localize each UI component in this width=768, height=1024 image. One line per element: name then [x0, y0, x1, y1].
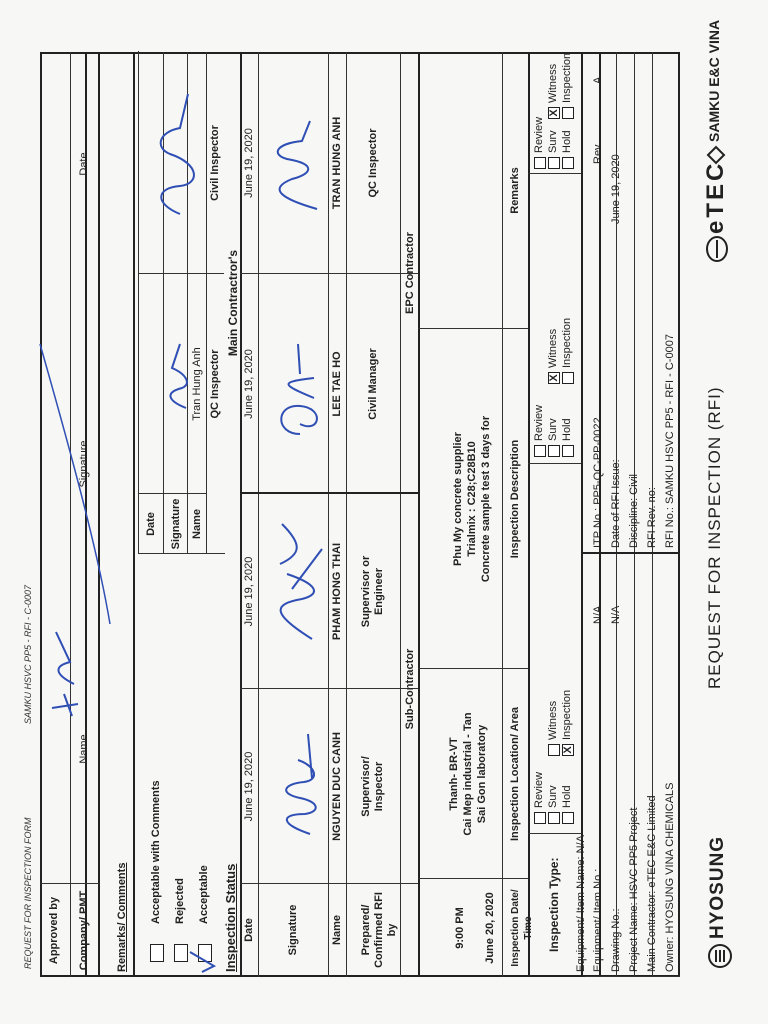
company-pmt-label: Company/ PMT — [78, 890, 90, 971]
surv-checkbox[interactable] — [548, 812, 560, 824]
review-checkbox[interactable] — [534, 812, 546, 824]
role-civil-manager: Civil Manager — [367, 348, 379, 420]
footer-rfi-number: SAMKU HSVC PP5 - RFI - C-0007 — [23, 584, 33, 724]
hold-option-label: Hold — [561, 130, 573, 153]
samku-diamond-icon — [707, 146, 725, 164]
date-tran-hung-anh: June 19, 2020 — [243, 128, 255, 198]
rfi-date-value: June 19, 2020 — [610, 154, 622, 224]
equipment-name-field: Equipment/ Item Name: N/A — [575, 835, 587, 972]
remarks-label: Remarks/ Comments — [116, 862, 128, 972]
approval-date-label: Date — [78, 152, 90, 176]
signature-main-civil — [150, 84, 210, 224]
rfi-no-field: RFI No.: SAMKU HSVC PP5 - RFI - C-0007 — [664, 334, 676, 548]
etec-logo-text: eTEC — [702, 160, 729, 234]
surv-option-label: Surv — [547, 418, 559, 441]
approved-by-label: Approved by — [48, 896, 60, 965]
acceptable-label: Acceptable — [198, 865, 210, 924]
inspection-date-value: June 20, 2020 — [484, 892, 496, 964]
rev-label: Rev — [592, 144, 604, 164]
witness-checkbox[interactable] — [548, 744, 560, 756]
date-lee-tae-ho: June 19, 2020 — [243, 349, 255, 419]
date-row-label: Date — [243, 918, 255, 942]
approval-name-label: Name — [78, 734, 90, 764]
main-signature-label: Signature — [170, 498, 182, 550]
project-name-field: Project Name: HSVC PP5 Project — [628, 807, 640, 972]
main-date-label: Date — [145, 512, 157, 536]
epc-contractor-header: EPC Contractor — [404, 232, 416, 314]
inspection-location-line-1: Sai Gon laboratory — [476, 724, 488, 824]
drawing-no-value: N/A — [610, 605, 622, 624]
surv-checkbox[interactable] — [548, 445, 560, 457]
inspection-checkbox[interactable] — [562, 372, 574, 384]
acceptable-with-comments-checkbox[interactable] — [150, 944, 164, 962]
discipline-field: Discipline: Civil — [628, 474, 640, 548]
role-supervisor-engineer: Supervisor or Engineer — [360, 555, 385, 628]
surv-option-label: Surv — [547, 785, 559, 808]
role-qc-inspector: QC Inspector — [367, 128, 379, 198]
form-title: REQUEST FOR INSPECTION (RFI) — [705, 386, 724, 689]
signature-pham-hong-thai — [262, 504, 332, 644]
inspection-option-label: Inspection — [561, 52, 573, 103]
inspection-status-title: Inspection Status — [223, 863, 238, 972]
name-row-label: Name — [331, 915, 343, 945]
signature-tran-hung-anh — [262, 109, 332, 219]
signature-nguyen-duc-canh — [270, 724, 330, 844]
rejected-checkbox[interactable] — [174, 944, 188, 962]
main-qc-name: Tran Hung Anh — [191, 347, 203, 421]
review-option-label: Review — [533, 404, 545, 441]
inspection-description-line-3: Phu My concrete supplier — [452, 432, 464, 566]
inspection-description-header: Inspection Description — [509, 439, 521, 559]
hyosung-emblem-icon — [707, 943, 733, 969]
approval-pen-stroke — [20, 264, 140, 644]
inspection-location-line-2: Cai Mep industrial - Tan — [462, 712, 474, 836]
sub-contractor-header: Sub-Contractor — [404, 648, 416, 730]
witness-option-label: Witness — [547, 700, 559, 740]
inspection-description-line-2: Trialmix : C28;C28B10 — [466, 441, 478, 557]
main-contractor-field: Main Contractor: eTEC E&C Limited — [646, 795, 658, 972]
review-checkbox[interactable] — [534, 157, 546, 169]
checkmark-icon — [188, 950, 218, 976]
hold-checkbox[interactable] — [562, 812, 574, 824]
inspection-type-label: Inspection Type: — [547, 857, 561, 952]
inspection-description-line-1: Concrete sample test 3 days for — [480, 415, 492, 583]
hold-checkbox[interactable] — [562, 157, 574, 169]
hyosung-logo-text: HYOSUNG — [707, 835, 728, 939]
civil-inspector-header: Civil Inspector — [209, 125, 221, 201]
witness-option-label: Witness — [547, 328, 559, 368]
samku-logo-text: SAMKU E&C VINA — [706, 19, 722, 142]
hold-option-label: Hold — [561, 418, 573, 441]
name-nguyen-duc-canh: NGUYEN DUC CANH — [331, 732, 343, 841]
role-supervisor-inspector: Supervisor/ Inspector — [360, 756, 385, 817]
etec-swirl-icon — [702, 234, 732, 264]
date-pham-hong-thai: June 19, 2020 — [243, 556, 255, 627]
name-lee-tae-ho: LEE TAE HO — [331, 351, 343, 417]
review-checkbox[interactable] — [534, 445, 546, 457]
name-pham-hong-thai: PHAM HONG THAI — [331, 542, 343, 641]
itp-no-field: ITP No : PP5-QC-PP-0022 — [592, 417, 604, 548]
inspection-checkbox[interactable] — [562, 107, 574, 119]
equipment-no-value: N/A — [592, 605, 604, 624]
signature-lee-tae-ho — [270, 334, 330, 444]
surv-option-label: Surv — [547, 130, 559, 153]
surv-checkbox[interactable] — [548, 157, 560, 169]
inspection-location-line-3: Thanh- BR-VT — [448, 737, 460, 811]
review-option-label: Review — [533, 771, 545, 808]
acceptable-with-comments-label: Acceptable with Comments — [150, 780, 162, 924]
approval-signature-label: Signature — [78, 440, 90, 488]
inspection-option-label: Inspection — [561, 689, 573, 740]
inspection-checkbox[interactable]: X — [562, 744, 574, 756]
remarks-header: Remarks — [509, 167, 521, 214]
witness-option-label: Witness — [547, 63, 559, 103]
qc-inspector-header: QC Inspector — [209, 349, 221, 419]
rev-value: A — [592, 76, 604, 84]
prepared-by-header: Prepared/ Confirmed RFI by — [360, 892, 398, 968]
witness-checkbox[interactable]: X — [548, 107, 560, 119]
hold-option-label: Hold — [561, 785, 573, 808]
rfi-date-label: Date of RFI Issue: — [610, 459, 622, 548]
owner-field: Owner: HYOSUNG VINA CHEMICALS — [664, 782, 676, 972]
hold-checkbox[interactable] — [562, 445, 574, 457]
main-contractors-title: Main Contractror's — [226, 249, 240, 357]
inspection-location-header: Inspection Location/ Area — [509, 706, 521, 842]
signature-row-label: Signature — [287, 904, 299, 956]
inspection-option-label: Inspection — [561, 317, 573, 368]
equipment-no-label: Equipment/ Item No : — [592, 868, 604, 972]
main-name-label: Name — [191, 509, 203, 539]
name-tran-hung-anh: TRAN HUNG ANH — [331, 116, 343, 210]
inspection-time-value: 9:00 PM — [454, 907, 466, 949]
signature-main-qc — [162, 334, 192, 414]
footer-form-name: REQUEST FOR INSPECTION FORM — [23, 817, 33, 969]
rfi-rev-field: RFI Rev. no: — [646, 487, 658, 548]
drawing-no-label: Drawing No.: — [610, 908, 622, 972]
review-option-label: Review — [533, 116, 545, 153]
rejected-label: Rejected — [174, 878, 186, 924]
inspection-date-header: Inspection Date/ Time — [510, 889, 534, 967]
witness-checkbox[interactable]: X — [548, 372, 560, 384]
date-nguyen-duc-canh: June 19, 2020 — [243, 751, 255, 822]
